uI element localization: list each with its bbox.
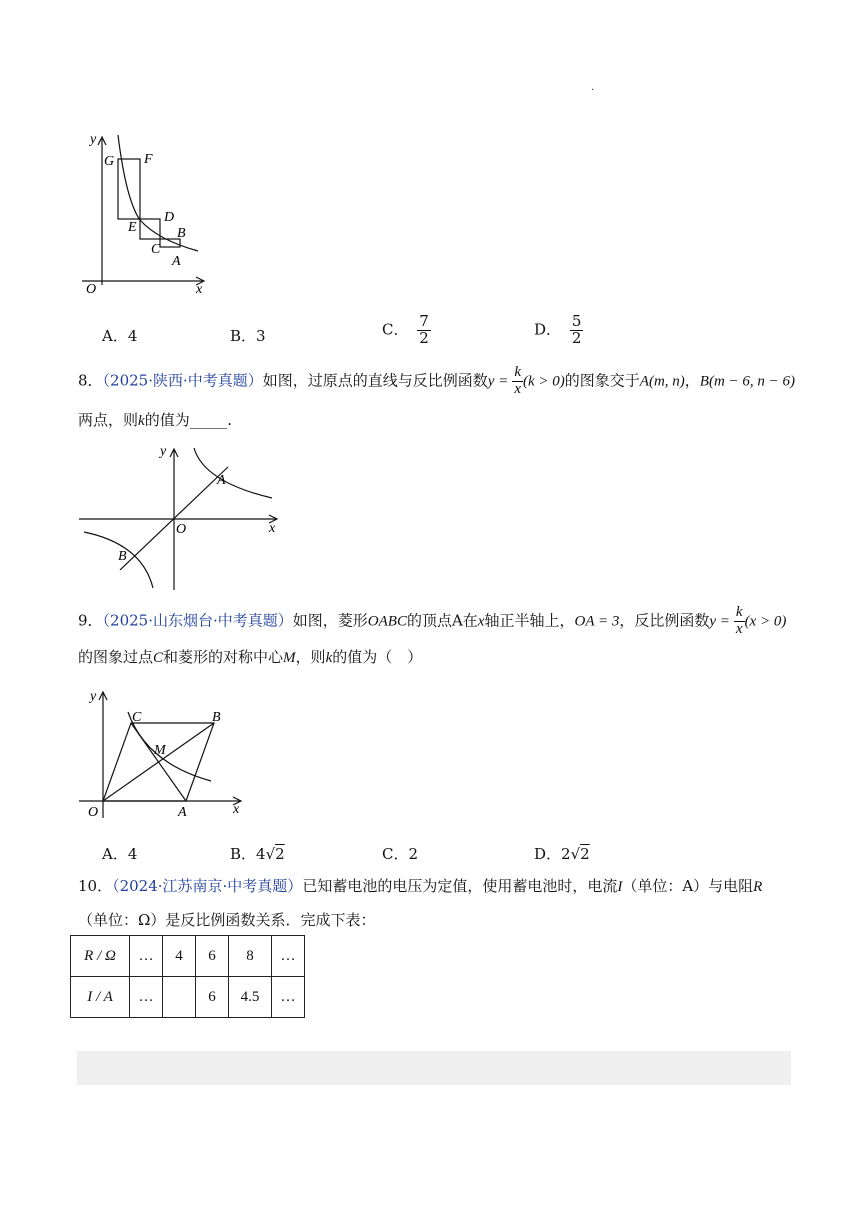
q9-option-a-letter: A． <box>102 845 128 863</box>
q9-func-fraction: $\frac{k}{x}$ <box>735 604 743 637</box>
q7-option-d <box>534 314 583 347</box>
q8-text2: 的图象交于 <box>564 371 640 390</box>
q9-option-a <box>102 843 137 864</box>
q7-option-d-fraction: $\frac{5}{2}$ <box>571 312 582 347</box>
q9-option-d-letter: D． <box>534 845 562 863</box>
q9-text1: 如图，菱形 <box>292 611 368 630</box>
q9-option-c <box>382 843 418 864</box>
q9-oa: OA = 3 <box>574 613 620 630</box>
q7-option-c-fraction: $\frac{7}{2}$ <box>419 312 429 347</box>
q9-option-b-radicand: 2 <box>275 845 285 863</box>
q7-option-d-letter: D． <box>534 320 562 339</box>
q7-label-d: D <box>164 210 175 225</box>
q8-label-a: A <box>217 473 226 488</box>
table-cell: 4.5 <box>229 977 272 1018</box>
q7-option-a-value: 4 <box>127 327 138 345</box>
table-cell: I / A <box>71 977 130 1018</box>
q10-i: I <box>617 879 623 895</box>
q7-label-e: E <box>128 220 137 235</box>
q7-label-c: C <box>151 242 161 257</box>
q9-number: 9． <box>78 611 103 630</box>
table-cell: 4 <box>163 936 196 977</box>
q9-option-b-letter: B． <box>230 845 257 863</box>
q9-m: M <box>283 650 296 666</box>
q9-option-b: B．4√2 <box>230 845 285 863</box>
q9-option-c-value: 2 <box>408 845 419 863</box>
q10-text1: 已知蓄电池的电压为定值，使用蓄电池时，电流 <box>302 877 618 895</box>
q10-line2: （单位：Ω）是反比例函数关系．完成下表： <box>78 911 376 929</box>
q10-text2: （单位：A）与电阻 <box>622 877 754 895</box>
q9-label-o: O <box>88 805 99 820</box>
q9-label-y: y <box>90 689 97 704</box>
q10-r: R <box>753 879 763 895</box>
q7-rect-gf <box>118 159 140 219</box>
q7-option-b <box>230 325 266 346</box>
q9-text2: 的顶点A在 <box>406 611 478 630</box>
q9-label-x: x <box>233 802 240 817</box>
table-cell: 6 <box>196 977 229 1018</box>
q8-figure <box>76 440 286 592</box>
q9-line2b: 和菱形的对称中心 <box>163 648 284 666</box>
q7-option-c <box>382 314 431 347</box>
table-cell: R / Ω <box>71 936 130 977</box>
q7-label-g: G <box>104 154 115 169</box>
q9-source: （2025·山东烟台·中考真题） <box>102 611 293 630</box>
q8-comma: ， <box>684 371 700 390</box>
q9-option-c-letter: C． <box>382 845 409 863</box>
q9-c: C <box>153 650 164 666</box>
table-row <box>71 977 305 1018</box>
q8-number: 8． <box>78 371 103 390</box>
q9-text4: ，反比例函数 <box>619 611 710 630</box>
q9-func-y: y = <box>709 613 730 630</box>
q9-line2c: ，则 <box>295 648 326 666</box>
q7-label-b: B <box>177 226 186 241</box>
header-mark: . <box>591 82 595 93</box>
q7-option-b-value: 3 <box>256 327 266 345</box>
q9-option-a-value: 4 <box>127 845 138 863</box>
q8-label-x: x <box>269 521 276 536</box>
q9-line2d: 的值为（ ） <box>332 648 423 666</box>
q7-label-a: A <box>172 254 181 269</box>
q7-option-a-letter: A． <box>102 327 128 345</box>
q8-line1 <box>78 365 795 398</box>
table-row <box>71 936 305 977</box>
q8-curve-right <box>194 448 272 498</box>
q9-option-b-coef: 4 <box>256 845 266 863</box>
q8-point-a: A(m, n) <box>639 373 685 390</box>
table-cell: 8 <box>229 936 272 977</box>
answer-area-bar <box>77 1051 791 1085</box>
q7-option-c-letter: C． <box>382 320 409 339</box>
q8-func-y: y = <box>487 373 509 390</box>
q10-source: （2024·江苏南京·中考真题） <box>112 877 303 895</box>
table-cell: … <box>272 977 305 1018</box>
q7-option-b-letter: B． <box>230 327 257 345</box>
q9-line2 <box>78 644 422 671</box>
q9-label-c: C <box>132 710 142 725</box>
q8-label-o: O <box>176 522 187 537</box>
q8-source: （2025·陕西·中考真题） <box>102 371 263 390</box>
q7-label-f: F <box>144 152 153 167</box>
q9-text3: 轴正半轴上， <box>484 611 575 630</box>
q9-option-d: D．2√2 <box>534 845 590 863</box>
q9-figure <box>76 683 256 823</box>
q9-label-m: M <box>154 743 166 758</box>
q9-k: k <box>325 650 333 666</box>
q8-text: 如图，过原点的直线与反比例函数 <box>262 371 488 390</box>
q8-label-b: B <box>118 549 127 564</box>
q8-line2 <box>78 407 232 434</box>
q7-label-x: x <box>196 282 203 297</box>
q8-func-cond: (k > 0) <box>522 373 565 390</box>
q8-label-y: y <box>160 444 167 459</box>
q9-option-d-radicand: 2 <box>580 845 590 863</box>
q7-label-o: O <box>86 282 97 297</box>
q9-func-cond: (x > 0) <box>744 613 787 630</box>
q9-oabc: OABC <box>367 613 407 630</box>
q7-label-y: y <box>90 132 97 147</box>
q10-number: 10． <box>78 877 113 895</box>
q7-figure <box>78 125 218 300</box>
q9-label-a: A <box>178 805 187 820</box>
table-cell: … <box>130 936 163 977</box>
q8-k: k <box>138 413 145 429</box>
q10-table <box>70 935 305 1018</box>
q9-line2a: 的图象过点 <box>78 648 154 666</box>
q8-point-b: B(m − 6, n − 6) <box>699 373 796 390</box>
table-cell: 6 <box>196 936 229 977</box>
q8-line2-text: 两点，则 <box>78 411 139 429</box>
q9-line1 <box>78 605 786 638</box>
table-cell: … <box>130 977 163 1018</box>
q8-func-fraction: $\frac{k}{x}$ <box>514 364 521 397</box>
q10-line1 <box>78 873 762 900</box>
q7-option-a <box>102 325 137 346</box>
q9-label-b: B <box>212 710 221 725</box>
q8-blank: 的值为_____. <box>144 411 232 429</box>
table-cell-blank[interactable] <box>163 977 196 1018</box>
table-cell: … <box>272 936 305 977</box>
q9-option-d-coef: 2 <box>561 845 571 863</box>
q9-x: x <box>477 613 485 630</box>
